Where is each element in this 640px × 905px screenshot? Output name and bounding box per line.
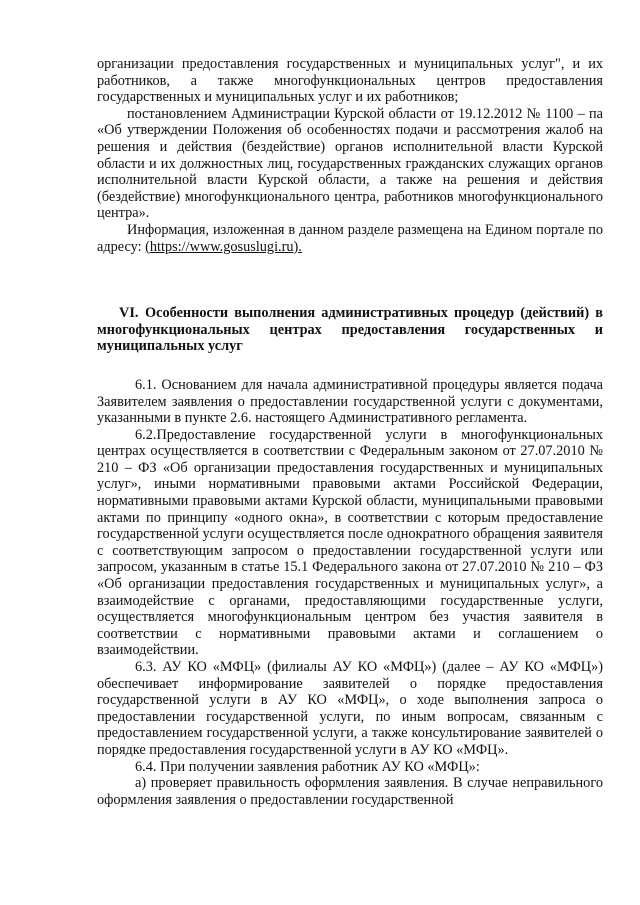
section-number: VI. [119,305,139,322]
paragraph-6-3: 6.3. АУ КО «МФЦ» (филиалы АУ КО «МФЦ») (далее – АУ КО «МФЦ») обеспечивает информирование заявителей о порядке предоставления государственной услуги в АУ КО «МФЦ», о ходе выполнения запроса о предоставлении государственной услуги, по иным вопросам, связанным с предоставлением государственной услуги, а также консультирование заявителей о порядке предоставления государственной услуги в АУ КО «МФЦ». [97,659,603,758]
paragraph-6-1: 6.1. Основанием для начала административной процедуры является подача Заявителем заявления о предоставлении государственной услуги с документами, указанными в пункте 2.6. настоящего Административного регламента. [97,376,603,427]
paragraph-6-4: 6.4. При получении заявления работник АУ КО «МФЦ»: [135,758,480,775]
intro-paragraph-3 [97,222,603,255]
paragraph-6-2: 6.2.Предоставление государственной услуги в многофункциональных центрах осуществляется в соответствии с Федеральным законом от 27.07.2010 № 210 – ФЗ «Об организации предоставления государственных и муниципальных услуг», иными нормативными правовыми актами Российской Федерации, нормативными правовыми актами Курской области, муниципальными правовыми актами по принципу «одного окна», в соответствии с которым предоставление государственной услуги осуществляется после однократного обращения заявителя с соответствующим запросом о предоставлении государственной услуги или запросом, указанным в статье 15.1 Федерального закона от 27.07.2010 № 210 – ФЗ «Об организации предоставления государственных и муниципальных услуг», а взаимодействие с органами, предоставляющими государственные услуги, осуществляется многофункциональным центром без участия заявителя в соответствии с нормативными правовыми актами и соглашением о взаимодействии. [97,426,603,659]
intro-paragraph-2: постановлением Администрации Курской области от 19.12.2012 № 1100 – па «Об утверждении Положения об особенностях подачи и рассмотрения жалоб на решения и действия (бездействие) органов исполнительной власти Курской области и их должностных лиц, государственных гражданских служащих органов исполнительной власти Курской области, а также на решения и действия (бездействие) многофункционального центра, работников многофункционального центра». [97,105,603,222]
gosuslugi-link[interactable]: (https://www.gosuslugi.ru). [145,238,302,255]
portal-info-text: Информация, изложенная в данном разделе размещена на Едином портале по адресу: [97,221,603,255]
document-page [97,56,603,808]
section-heading [97,305,603,355]
paragraph-6-4-a: а) проверяет правильность оформления заявления. В случае неправильного оформления заявления о предоставлении государственной [97,775,603,808]
spacer [97,355,603,377]
section-title: Особенности выполнения административных процедур (действий) в многофункциональных центрах предоставления государственных и муниципальных услуг [97,305,603,355]
intro-paragraph-1: организации предоставления государственных и муниципальных услуг", и их работников, а также многофункциональных центров предоставления государственных и муниципальных услуг и их работников; [97,56,603,106]
spacer [97,255,603,305]
